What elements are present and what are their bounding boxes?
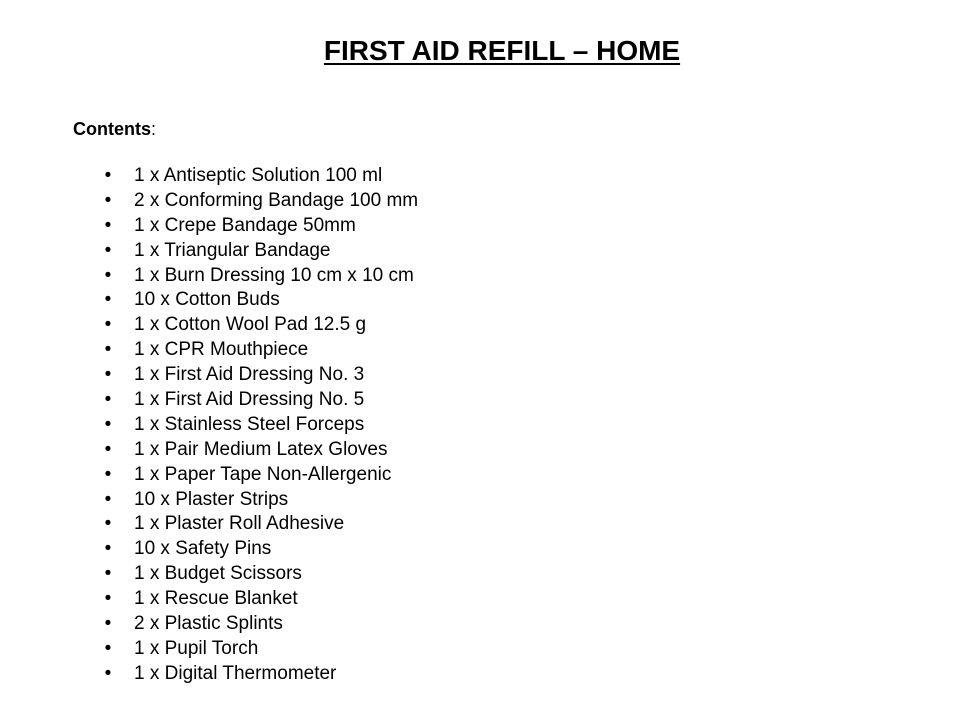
list-item-text: 1 x Triangular Bandage xyxy=(134,239,331,261)
list-item xyxy=(0,413,418,438)
list-item-text: 10 x Cotton Buds xyxy=(134,289,280,311)
list-item-text: 1 x Stainless Steel Forceps xyxy=(134,413,365,435)
list-item-text: 1 x Cotton Wool Pad 12.5 g xyxy=(134,314,367,336)
bullet-icon: • xyxy=(104,314,112,336)
bullet-icon: • xyxy=(104,389,112,411)
list-item xyxy=(0,662,418,687)
list-item-text: 10 x Plaster Strips xyxy=(134,488,289,510)
page-title: FIRST AID REFILL – HOME xyxy=(323,35,681,66)
bullet-icon: • xyxy=(104,289,112,311)
bullet-icon: • xyxy=(104,264,112,286)
bullet-icon: • xyxy=(104,339,112,361)
bullet-icon: • xyxy=(104,165,112,186)
list-item xyxy=(0,313,418,338)
list-item-text: 1 x Rescue Blanket xyxy=(134,588,298,610)
list-item xyxy=(0,388,418,413)
list-item xyxy=(0,612,418,637)
list-item-text: 1 x Paper Tape Non-Allergenic xyxy=(134,463,392,485)
bullet-icon: • xyxy=(104,463,112,485)
list-item xyxy=(0,587,418,612)
list-item xyxy=(0,214,418,239)
contents-list xyxy=(0,164,418,687)
list-item-text: 2 x Conforming Bandage 100 mm xyxy=(134,189,419,211)
list-item xyxy=(0,363,418,388)
list-item-text: 1 x Antiseptic Solution 100 ml xyxy=(134,165,383,186)
bullet-icon: • xyxy=(104,637,112,659)
list-item xyxy=(0,562,418,587)
list-item xyxy=(0,637,418,662)
list-item-text: 1 x Budget Scissors xyxy=(134,563,302,585)
list-item xyxy=(0,288,418,313)
contents-colon: : xyxy=(151,119,157,139)
bullet-icon: • xyxy=(104,438,112,460)
list-item xyxy=(0,537,418,562)
bullet-icon: • xyxy=(104,364,112,386)
list-item xyxy=(0,438,418,463)
bullet-icon: • xyxy=(104,239,112,261)
bullet-icon: • xyxy=(104,214,112,236)
list-item-text: 1 x Plaster Roll Adhesive xyxy=(134,513,345,535)
list-item-text: 1 x Pupil Torch xyxy=(134,637,259,659)
list-item xyxy=(0,264,418,289)
bullet-icon: • xyxy=(104,538,112,560)
list-item xyxy=(0,338,418,363)
list-item-text: 1 x First Aid Dressing No. 5 xyxy=(134,389,365,411)
list-item xyxy=(0,239,418,264)
list-item-text: 1 x CPR Mouthpiece xyxy=(134,339,309,361)
list-item-text: 1 x Crepe Bandage 50mm xyxy=(134,214,356,236)
contents-label: Contents xyxy=(73,119,151,139)
bullet-icon: • xyxy=(104,488,112,510)
list-item xyxy=(0,189,418,214)
list-item xyxy=(0,164,418,189)
list-item xyxy=(0,488,418,513)
list-item-text: 2 x Plastic Splints xyxy=(134,613,283,635)
bullet-icon: • xyxy=(104,588,112,610)
contents-heading xyxy=(73,117,156,141)
list-item-text: 1 x First Aid Dressing No. 3 xyxy=(134,364,365,386)
list-item-text: 1 x Pair Medium Latex Gloves xyxy=(134,438,388,460)
bullet-icon: • xyxy=(104,513,112,535)
list-item xyxy=(0,463,418,488)
list-item-text: 1 x Burn Dressing 10 cm x 10 cm xyxy=(134,264,414,286)
list-item-text: 1 x Digital Thermometer xyxy=(134,662,337,684)
bullet-icon: • xyxy=(104,613,112,635)
bullet-icon: • xyxy=(104,563,112,585)
bullet-icon: • xyxy=(104,662,112,684)
list-item-text: 10 x Safety Pins xyxy=(134,538,272,560)
list-item xyxy=(0,512,418,537)
bullet-icon: • xyxy=(104,413,112,435)
bullet-icon: • xyxy=(104,189,112,211)
